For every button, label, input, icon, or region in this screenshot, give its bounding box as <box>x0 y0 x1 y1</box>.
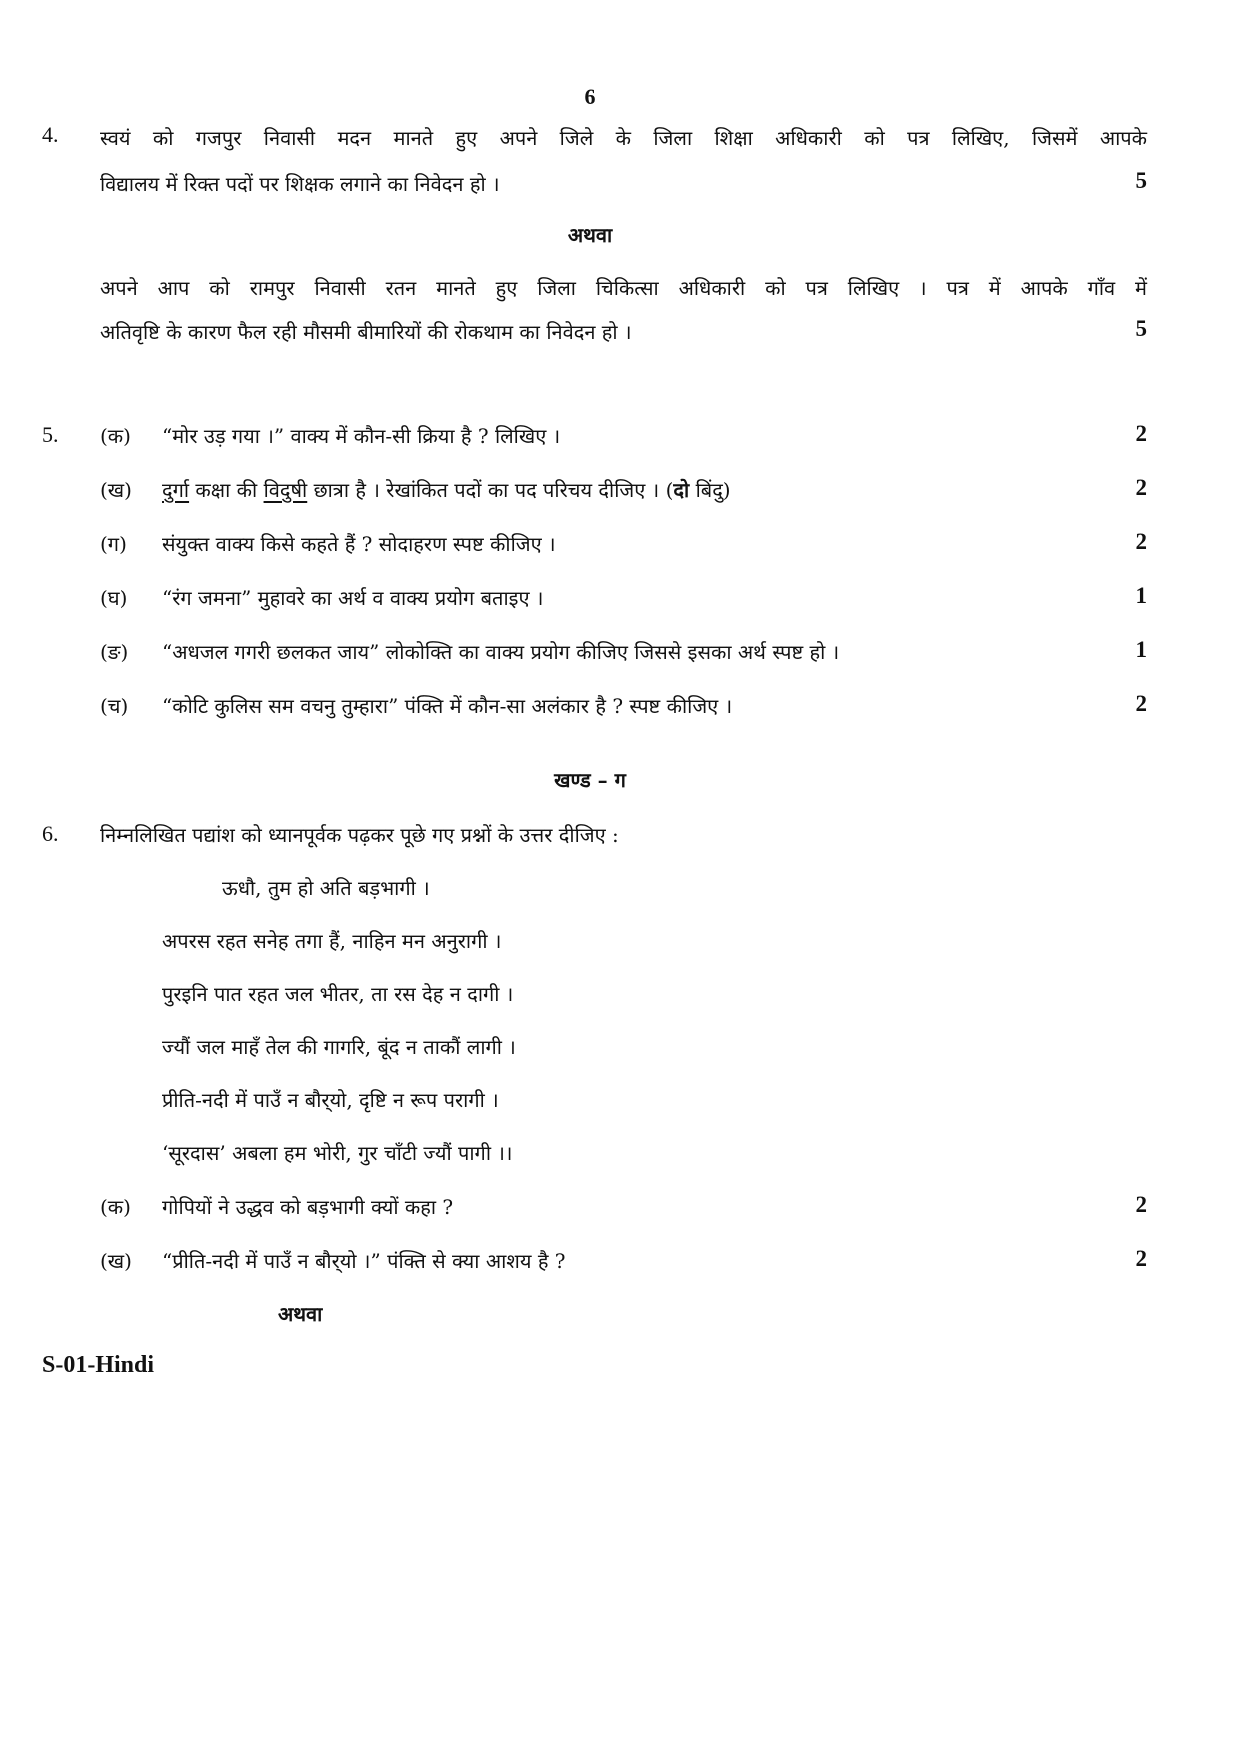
part-text: “प्रीति-नदी में पाउँ न बौर्‌यो ।” पंक्ति से क्या आशय है ? <box>162 1249 566 1273</box>
or-divider: अथवा <box>567 223 613 247</box>
part-label: (च) <box>100 694 129 718</box>
poem-line: पुरइनि पात रहत जल भीतर, ता रस देह न दागी । <box>162 982 514 1006</box>
question-4-text-line2: विद्यालय में रिक्त पदों पर शिक्षक लगाने का निवेदन हो । <box>100 172 500 196</box>
part-label: (ग) <box>100 532 127 556</box>
question-4-text-line1: स्वयं को गजपुर निवासी मदन मानते हुए अपने जिले के जिला शिक्षा अधिकारी को पत्र लिखिए, जिसमें आपके <box>100 126 1147 150</box>
part-label: (घ) <box>100 586 128 610</box>
question-4-alt-marks: 5 <box>1135 316 1147 341</box>
part-label: (ङ) <box>100 640 129 664</box>
poem-line: प्रीति-नदी में पाउँ न बौर्‌यो, दृष्टि न रूप परागी । <box>162 1088 499 1112</box>
question-4-marks: 5 <box>1135 168 1147 193</box>
part-label: (क) <box>100 424 131 448</box>
poem-line: अपरस रहत सनेह तगा हैं, नाहिन मन अनुरागी । <box>162 929 502 953</box>
question-4-number: 4. <box>42 122 59 147</box>
question-4-alt-line1: अपने आप को रामपुर निवासी रतन मानते हुए जिला चिकित्सा अधिकारी को पत्र लिखिए । पत्र में आपके गाँव में <box>100 276 1147 300</box>
part-marks: 2 <box>1135 1246 1147 1271</box>
question-6-number: 6. <box>42 821 59 846</box>
part-text: संयुक्त वाक्य किसे कहते हैं ? सोदाहरण स्पष्ट कीजिए । <box>162 532 556 556</box>
text-span: छात्रा है । रेखांकित पदों का पद परिचय दीजिए । ( <box>307 478 674 502</box>
part-label: (ख) <box>100 478 132 502</box>
bold-word: दो <box>673 478 690 502</box>
part-marks: 2 <box>1135 421 1147 446</box>
part-marks: 1 <box>1135 637 1147 662</box>
text-span: कक्षा की <box>189 478 264 502</box>
part-marks: 1 <box>1135 583 1147 608</box>
part-marks: 2 <box>1135 475 1147 500</box>
or-divider: अथवा <box>278 1302 323 1326</box>
underlined-word: दुर्गा <box>162 478 190 502</box>
section-heading: खण्ड – ग <box>554 768 626 792</box>
part-text: “कोटि कुलिस सम वचनु तुम्हारा” पंक्ति में कौन-सा अलंकार है ? स्पष्ट कीजिए । <box>162 694 733 718</box>
part-text: “अधजल गगरी छलकत जाय” लोकोक्ति का वाक्य प्रयोग कीजिए जिससे इसका अर्थ स्पष्ट हो । <box>162 640 840 664</box>
question-6-instruction: निम्नलिखित पद्यांश को ध्यानपूर्वक पढ़कर पूछे गए प्रश्नों के उत्तर दीजिए : <box>100 823 619 847</box>
text-span: बिंदु) <box>689 478 731 502</box>
question-4-alt-line2: अतिवृष्टि के कारण फैल रही मौसमी बीमारियों की रोकथाम का निवेदन हो । <box>100 320 632 344</box>
poem-line: ऊधौ, तुम हो अति बड़भागी । <box>222 876 430 900</box>
part-text: “मोर उड़ गया ।” वाक्य में कौन-सी क्रिया है ? लिखिए । <box>162 424 561 448</box>
part-label: (ख) <box>100 1249 132 1273</box>
question-5-number: 5. <box>42 422 59 447</box>
underlined-word: विदुषी <box>263 478 308 502</box>
part-label: (क) <box>100 1195 131 1219</box>
poem-line: ज्यौं जल माहँ तेल की गागरि, बूंद न ताकौं लागी । <box>162 1035 516 1059</box>
paper-code-footer: S-01-Hindi <box>42 1352 155 1378</box>
page-number: 6 <box>584 84 596 109</box>
part-text <box>162 476 731 503</box>
part-text: “रंग जमना” मुहावरे का अर्थ व वाक्य प्रयोग बताइए । <box>162 586 544 610</box>
part-marks: 2 <box>1135 529 1147 554</box>
part-marks: 2 <box>1135 691 1147 716</box>
poem-line: ‘सूरदास’ अबला हम भोरी, गुर चाँटी ज्यौं पागी ।। <box>162 1141 513 1165</box>
part-marks: 2 <box>1135 1192 1147 1217</box>
part-text: गोपियों ने उद्धव को बड़भागी क्यों कहा ? <box>162 1195 454 1219</box>
